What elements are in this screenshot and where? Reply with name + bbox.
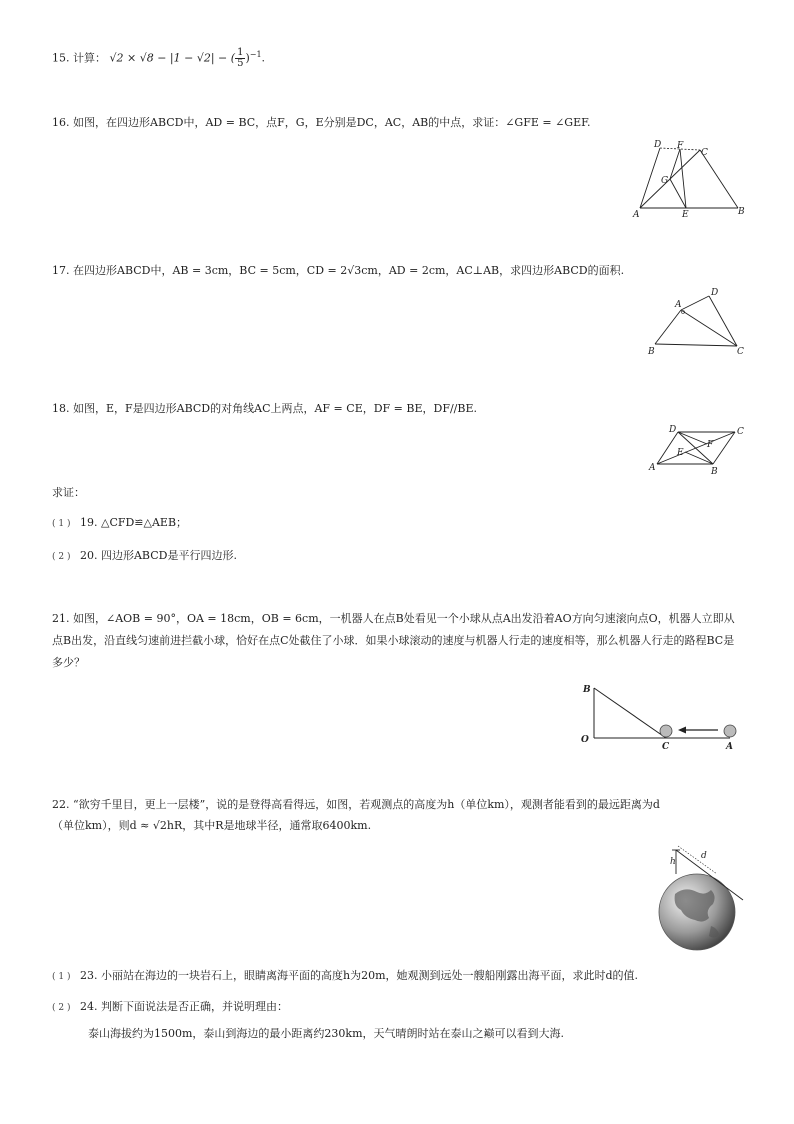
label-h: h xyxy=(670,857,676,867)
question-text: 如图，E，F是四边形ABCD的对角线AC上两点，AF = CE，DF = BE，DF//BE. xyxy=(73,402,477,415)
label-D: D xyxy=(711,288,719,298)
question-number: 24. xyxy=(79,1000,98,1013)
prove-label: 求证： xyxy=(52,486,85,499)
label-A: A xyxy=(633,210,640,218)
label-F: F xyxy=(707,440,714,450)
label-C: C xyxy=(737,427,744,437)
question-number: 18. xyxy=(52,402,70,415)
label-B: B xyxy=(738,207,745,217)
label-D: D xyxy=(669,425,677,435)
question-number: 20. xyxy=(79,549,98,562)
expression-tail: ) xyxy=(245,51,250,65)
question-text: 在四边形ABCD中，AB = 3cm，BC = 5cm，CD = 2√3cm，AD = 2cm，AC⊥AB，求四边形ABCD的面积. xyxy=(73,264,625,277)
label-O: O xyxy=(581,735,589,745)
label-G: G xyxy=(661,176,669,186)
question-number: 17. xyxy=(52,264,70,277)
question-22-line-1 xyxy=(52,794,660,816)
exponent: −1 xyxy=(249,50,262,59)
label-A: A xyxy=(649,463,656,473)
question-number: 16. xyxy=(52,116,70,129)
part-marker: ( 1 ) xyxy=(52,519,71,529)
question-text: 如图，∠AOB = 90°，OA = 18cm，OB = 6cm，一机器人在点B处看见一个小球从点A出发沿着AO方向匀速滚向点O，机器人立即从点B出发，沿直线匀速前进拦截小球，恰好在点C处截住了小球．如果小球滚动的速度与机器人行走的速度相等，那么机器人行走的路程BC是多少？ xyxy=(52,612,735,669)
question-number: 15. xyxy=(52,51,70,65)
label-d: d xyxy=(701,851,707,861)
question-22-line-2: （单位km），则d ≈ √2hR，其中R是地球半径，通常取6400km. xyxy=(52,819,372,832)
label-B: B xyxy=(583,685,591,695)
question-number: 22. xyxy=(52,798,70,811)
question-text: 四边形ABCD是平行四边形. xyxy=(100,549,237,562)
fraction xyxy=(235,48,245,69)
question-label: 计算： xyxy=(73,51,106,65)
question-number: 23. xyxy=(79,969,98,982)
expression: √2 × √8 − |1 − √2| − ( xyxy=(109,51,236,65)
figure-17 xyxy=(645,284,750,360)
label-A: A xyxy=(675,300,682,310)
question-19 xyxy=(52,512,187,535)
question-text: 如图，在四边形ABCD中，AD = BC，点F，G，E分别是DC，AC，AB的中点，求证：∠GFE = ∠GEF. xyxy=(73,116,591,129)
label-C: C xyxy=(737,347,744,357)
fraction-denominator: 5 xyxy=(237,58,244,70)
part-marker: ( 2 ) xyxy=(52,1003,71,1013)
question-17 xyxy=(52,260,624,282)
figure-18 xyxy=(645,422,750,480)
question-text: “欲穷千里目，更上一层楼”，说的是登得高看得远，如图，若观测点的高度为h（单位km），观测者能看到的最远距离为d xyxy=(73,798,660,811)
ball-at-a xyxy=(724,725,736,737)
label-F: F xyxy=(677,141,684,151)
question-text: △CFD≌△AEB； xyxy=(100,516,188,529)
ball-at-c xyxy=(660,725,672,737)
label-E: E xyxy=(682,210,689,218)
label-E: E xyxy=(677,448,684,458)
question-24-statement: 泰山海拔约为1500m，泰山到海边的最小距离约230km，天气晴朗时站在泰山之巅可以看到大海. xyxy=(88,1027,565,1040)
question-text: 小丽站在海边的一块岩石上，眼睛离海平面的高度h为20m，她观测到远处一艘船刚露出海平面，求此时d的值. xyxy=(100,969,639,982)
label-D: D xyxy=(654,140,662,150)
figure-21 xyxy=(578,680,748,752)
question-number: 19. xyxy=(79,516,98,529)
question-15 xyxy=(52,44,265,70)
part-marker: ( 2 ) xyxy=(52,552,71,562)
question-21 xyxy=(52,608,742,674)
label-C: C xyxy=(701,148,708,158)
label-B: B xyxy=(648,347,655,357)
question-16 xyxy=(52,112,591,134)
figure-22-globe xyxy=(655,842,750,952)
question-18 xyxy=(52,398,477,420)
label-C: C xyxy=(662,742,670,752)
label-A: A xyxy=(726,742,733,752)
label-B: B xyxy=(711,467,718,477)
question-24 xyxy=(52,996,288,1019)
question-number: 21. xyxy=(52,612,70,625)
question-20 xyxy=(52,545,237,568)
figure-16 xyxy=(630,138,750,218)
question-23 xyxy=(52,965,638,988)
fraction-numerator: 1 xyxy=(237,47,244,59)
expression-end: . xyxy=(261,51,266,65)
question-text: 判断下面说法是否正确，并说明理由： xyxy=(100,1000,288,1013)
part-marker: ( 1 ) xyxy=(52,972,71,982)
